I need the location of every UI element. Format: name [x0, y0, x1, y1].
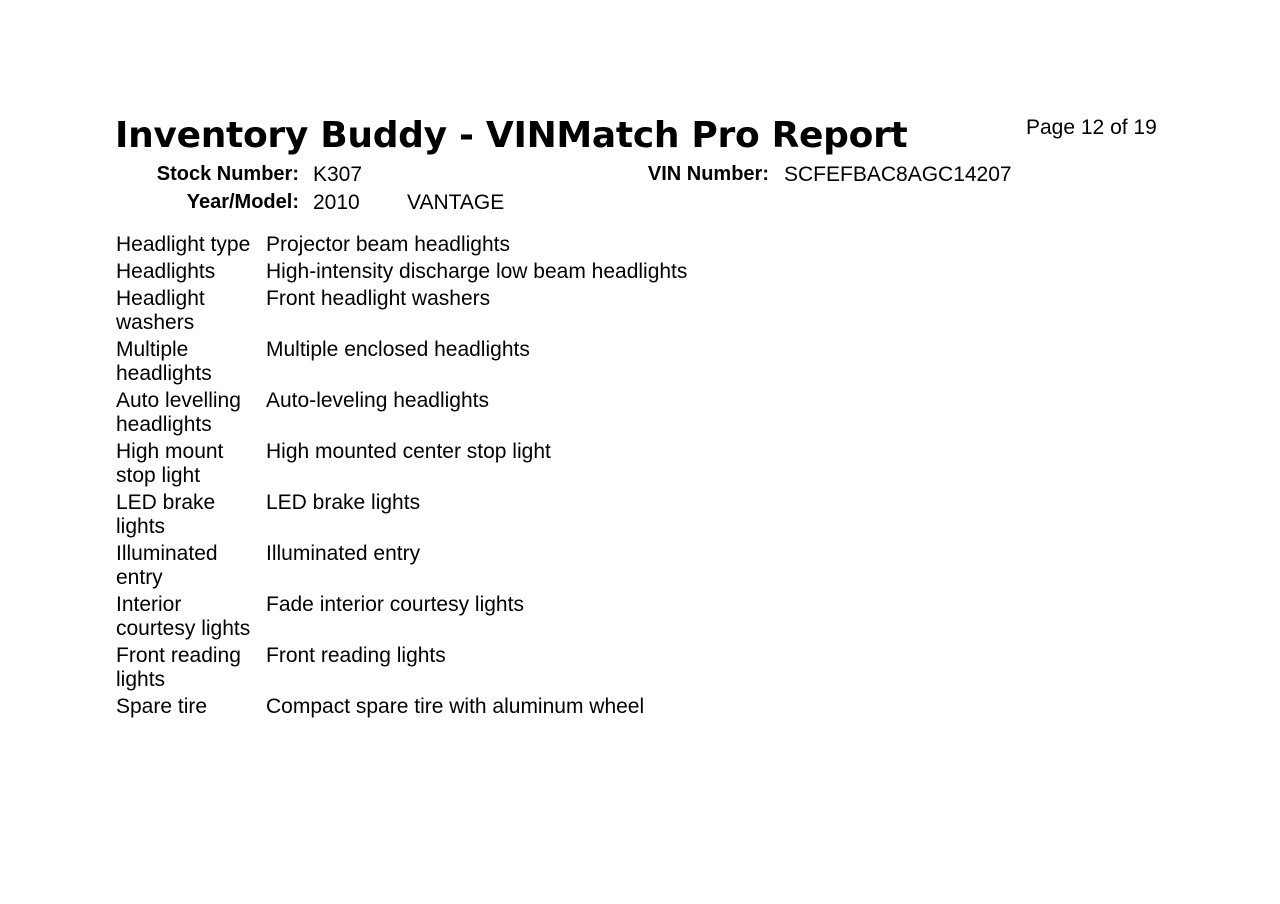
spec-value: Illuminated entry [266, 541, 421, 565]
spec-value: Multiple enclosed headlights [266, 337, 530, 361]
spec-table [116, 231, 756, 720]
spec-row [116, 438, 756, 489]
spec-row [116, 642, 756, 693]
spec-row [116, 387, 756, 438]
spec-row [116, 258, 756, 285]
year-model-label: Year/Model: [186, 191, 299, 213]
vin-number-value: SCFEFBAC8AGC14207 [784, 163, 1012, 186]
spec-value: LED brake lights [266, 490, 421, 514]
stock-number-label: Stock Number: [156, 163, 299, 185]
spec-name: LED brake lights [116, 490, 216, 538]
spec-name: Multiple headlights [116, 337, 212, 385]
spec-row [116, 591, 756, 642]
spec-value: High mounted center stop light [266, 439, 551, 463]
page-counter: Page 12 of 19 [1026, 116, 1157, 139]
spec-name: High mount stop light [116, 439, 224, 487]
spec-name: Auto levelling headlights [116, 388, 241, 436]
report-title: Inventory Buddy - VINMatch Pro Report [115, 115, 908, 156]
spec-value: Compact spare tire with aluminum wheel [266, 694, 645, 718]
spec-row [116, 231, 756, 258]
spec-row [116, 285, 756, 336]
spec-row [116, 489, 756, 540]
stock-number-value: K307 [313, 163, 363, 186]
spec-value: Front headlight washers [266, 286, 491, 310]
spec-value: Fade interior courtesy lights [266, 592, 524, 616]
spec-row [116, 540, 756, 591]
spec-value: Front reading lights [266, 643, 446, 667]
spec-name: Headlights [116, 259, 216, 283]
spec-value: Projector beam headlights [266, 232, 510, 256]
spec-name: Headlight washers [116, 286, 205, 334]
model-value: VANTAGE [407, 191, 505, 214]
spec-value: Auto-leveling headlights [266, 388, 489, 412]
spec-row [116, 336, 756, 387]
spec-value: High-intensity discharge low beam headlights [266, 259, 688, 283]
spec-row [116, 693, 756, 720]
spec-name: Illuminated entry [116, 541, 218, 589]
spec-name: Front reading lights [116, 643, 241, 691]
vin-number-label: VIN Number: [647, 163, 769, 185]
spec-name: Spare tire [116, 694, 208, 718]
year-value: 2010 [313, 191, 360, 214]
spec-name: Headlight type [116, 232, 251, 256]
spec-name: Interior courtesy lights [116, 592, 251, 640]
